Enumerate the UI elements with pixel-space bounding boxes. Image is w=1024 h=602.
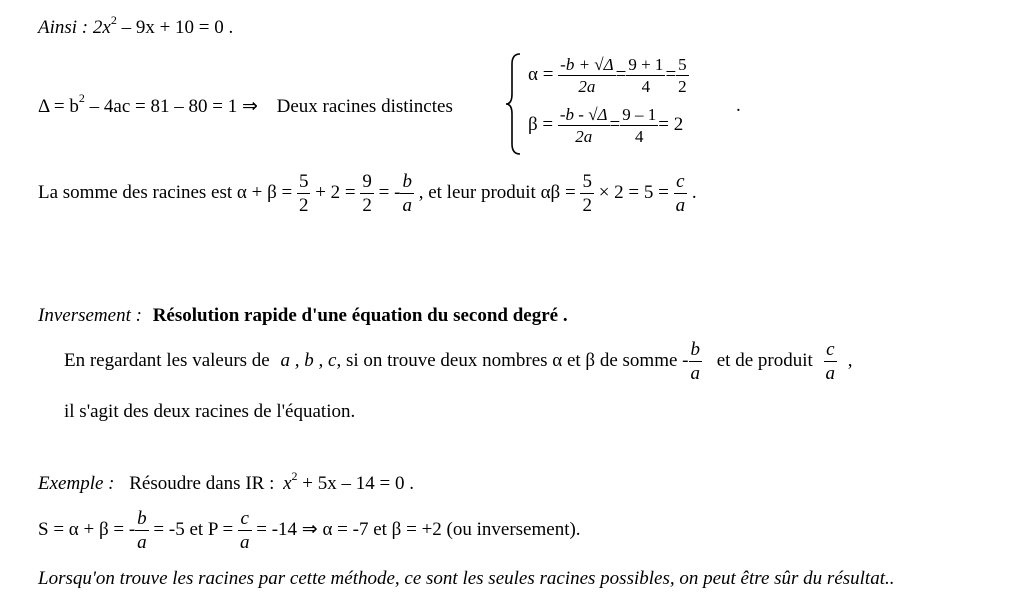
sp-frac-1-num: b [137,508,147,529]
example-text: Résoudre dans IR : [129,473,275,494]
alpha-frac-result-num: 5 [678,55,687,74]
sum-frac-1-den: 2 [298,195,309,216]
equation-main: 2x [92,17,111,38]
regard-text-1: En regardant les valeurs de [64,349,270,371]
alpha-frac-numeric-num: 9 + 1 [628,55,664,74]
alpha-frac-result [676,56,689,95]
product-text: , et leur produit αβ = [418,181,576,203]
regard-vars: a , b , c [280,349,337,371]
product-mid: × 2 = 5 = [598,181,669,203]
product-frac-2-num: c [674,172,688,194]
sp-frac-2-den: a [240,532,250,553]
beta-frac-numeric [620,106,658,145]
beta-tail: = 2 [658,113,684,135]
inversement-title: Résolution rapide d'une équation du second degré . [152,305,568,326]
regard-frac-2-den: a [825,363,836,384]
ainsi-label: Ainsi : [38,17,89,38]
alpha-eq1: = [615,63,627,85]
delta-lhs: Δ = b [38,96,79,117]
alpha-frac-formula-den: 2a [578,77,596,96]
inversement-label: Inversement : [38,305,142,326]
regard-end: , [847,349,853,371]
inversement-heading [38,305,568,327]
alpha-frac-result-den: 2 [678,77,687,96]
exponent: 2 [110,13,117,27]
sp-frac-1 [135,509,149,552]
beta-frac-formula-den: 2a [575,127,593,146]
regard-line [64,340,853,383]
beta-frac-formula [558,106,610,145]
example-eq: x [283,473,292,494]
sum-text: La somme des racines est α + β = [38,181,293,203]
sum-frac-1-num: 5 [298,171,309,192]
sp-frac-2 [238,509,252,552]
regard-frac-1 [689,340,703,383]
delta-line [38,91,453,118]
equation-line [38,13,234,39]
beta-frac-formula-num: -b - √Δ [559,105,608,124]
delta-exponent: 2 [78,91,85,105]
sp-mid: = -5 et P = [153,518,234,540]
example-eq-rest: + 5x – 14 = 0 . [297,473,414,494]
alpha-frac-numeric-den: 4 [641,77,651,96]
beta-frac-numeric-den: 4 [635,127,644,146]
alpha-lhs: α = [528,63,554,85]
delta-trailing-dot: . [736,95,741,116]
regard-text-3: et de produit [716,349,813,371]
sum-product-example-line [38,509,581,552]
left-brace-icon [504,52,524,156]
sp-sum-part: S = α + β = - [38,518,136,540]
regard-frac-2-num: c [824,340,838,362]
agit-line: il s'agit des deux racines de l'équation. [64,401,356,422]
alpha-root-line [528,56,689,95]
sum-frac-2-num: 9 [362,171,372,192]
sp-frac-2-num: c [238,509,252,531]
alpha-frac-numeric [626,56,665,95]
sum-product-line [38,172,697,215]
beta-root-line [528,106,683,145]
sum-frac-2-den: 2 [362,195,372,216]
delta-rhs: – 4ac = 81 – 80 = 1 ⇒ [84,96,258,117]
alpha-frac-formula [558,56,615,95]
product-frac-1 [580,172,594,215]
product-frac-1-num: 5 [582,171,592,192]
sp-end: = -14 ⇒ α = -7 et β = +2 (ou inversement). [256,518,581,540]
equation-rest: – 9x + 10 = 0 . [116,17,234,38]
product-frac-2-den: a [675,195,686,216]
beta-lhs: β = [528,113,554,135]
example-label: Exemple : [38,473,115,494]
product-frac-2 [674,172,688,215]
example-exponent: 2 [291,469,298,483]
sp-frac-1-den: a [137,532,147,553]
beta-eq1: = [609,113,621,135]
sum-frac-3 [400,172,414,215]
alpha-eq2: = [665,63,677,85]
sum-frac-3-den: a [402,195,412,216]
regard-frac-2 [824,340,838,383]
sum-mid-2: = - [378,181,401,203]
deux-racines-text: Deux racines distinctes [276,96,453,117]
regard-text-2: , si on trouve deux nombres α et β de somme - [336,349,689,371]
regard-frac-1-num: b [690,339,700,360]
beta-frac-numeric-num: 9 – 1 [622,105,657,124]
sum-frac-3-num: b [402,171,412,192]
sum-end: . [691,181,697,203]
conclusion-text: Lorsqu'on trouve les racines par cette méthode, ce sont les seules racines possibles, on peut être sûr du résultat.. [38,568,895,589]
sum-frac-2 [360,172,374,215]
sum-frac-1 [297,172,311,215]
sum-mid-1: + 2 = [315,181,356,203]
alpha-frac-formula-num: -b + √Δ [560,55,614,74]
regard-frac-1-den: a [690,363,700,384]
product-frac-1-den: 2 [582,195,592,216]
example-line [38,469,414,495]
